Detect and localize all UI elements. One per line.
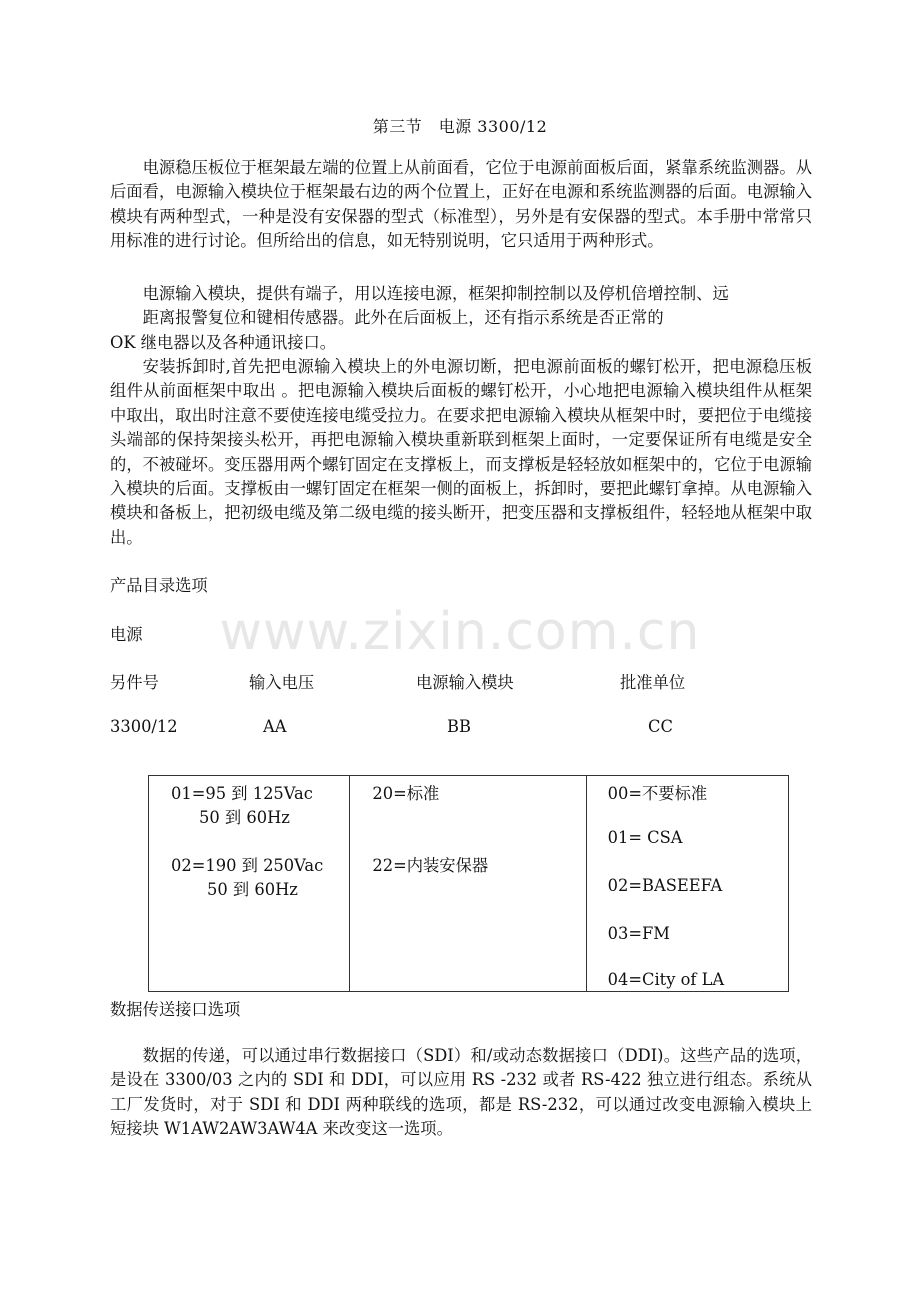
module-options-cell (349, 776, 585, 991)
paragraph-data-interface: 数据的传递，可以通过串行数据接口（SDI）和/或动态数据接口（DDI)。这些产品的选项，是设在 3300/03 之内的 SDI 和 DDI，可以应用 RS -232 或者 RS-422 独立进行组态。系统从工厂发货时，对于 SDI 和 DDI 两种联线的选项，都是 RS-232，可以通过改变电源输入模块上短接块 W1AW2AW3AW4A 来改变这一选项。 (110, 1046, 812, 1139)
voltage-option-frequency: 50 到 60Hz (199, 808, 290, 827)
approval-options-cell (586, 776, 788, 991)
paragraph-line: 电源输入模块，提供有端子，用以连接电源，框架抑制控制以及停机倍增控制、远 (142, 284, 729, 303)
part-number-value: 3300/12 (110, 717, 178, 736)
paragraph-line: OK 继电器以及各种通讯接口。 (110, 332, 337, 352)
module-option: 20=标准 (372, 784, 440, 803)
product-label: 电源 (110, 625, 143, 644)
paragraph-installation: 安装拆卸时,首先把电源输入模块上的外电源切断，把电源前面板的螺钉松开，把电源稳压板组件从前面框架中取出 。把电源输入模块后面板的螺钉松开，小心地把电源输入模块组件从框架中取出，取出时注意不要使连接电缆受拉力。在要求把电源输入模块从框架中时，要把位于电缆接头端部的保持架接头松开，再把电源输入模块重新联到框架上面时，一定要保证所有电缆是安全的，不被碰坏。变压器用两个螺钉固定在支撑板上，而支撑板是轻轻放如框架中的，它位于电源输入模块的后面。支撑板由一螺钉固定在框架一侧的面板上，拆卸时，要把此螺钉拿掉。从电源输入模块和备板上，把初级电缆及第二级电缆的接头断开，把变压器和支撑板组件，轻轻地从框架中取出。 (110, 357, 812, 547)
voltage-options-cell (149, 776, 349, 991)
approval-code: CC (648, 717, 673, 736)
paragraph-terminals (110, 282, 812, 355)
voltage-option: 01=95 到 125Vac (171, 784, 313, 803)
column-header-approval: 批准单位 (620, 673, 686, 692)
voltage-option: 02=190 到 250Vac (171, 856, 324, 875)
approval-option: 02=BASEEFA (607, 876, 723, 895)
paragraph-line: 距离报警复位和键相传感器。此外在后面板上，还有指示系统是否正常的 (142, 308, 664, 328)
column-header-input-module: 电源输入模块 (416, 673, 514, 692)
module-option: 22=内装安保器 (372, 856, 489, 875)
watermark: www.zixin.com.cn (219, 602, 701, 662)
column-header-input-voltage: 输入电压 (249, 673, 315, 692)
module-code: BB (447, 717, 471, 736)
approval-option: 00=不要标准 (607, 784, 708, 803)
catalog-section-label: 产品目录选项 (110, 576, 208, 595)
section-heading: 第三节 电源 3300/12 (372, 117, 548, 136)
paragraph-intro: 电源稳压板位于框架最左端的位置上从前面看，它位于电源前面板后面，紧靠系统监测器。从后面看，电源输入模块位于框架最右边的两个位置上，正好在电源和系统监测器的后面。电源输入模块有两种型式，一种是没有安保器的型式（标准型），另外是有安保器的型式。本手册中常常只用标准的进行讨论。但所给出的信息，如无特别说明，它只适用于两种形式。 (110, 158, 812, 251)
approval-option: 01= CSA (607, 828, 683, 847)
options-table (148, 775, 789, 992)
approval-option: 03=FM (607, 924, 670, 943)
column-header-part-number: 另件号 (110, 673, 159, 692)
voltage-option-frequency: 50 到 60Hz (207, 880, 298, 899)
voltage-code: AA (263, 717, 287, 736)
approval-option: 04=City of LA (607, 970, 725, 989)
data-interface-label: 数据传送接口选项 (110, 1000, 241, 1019)
